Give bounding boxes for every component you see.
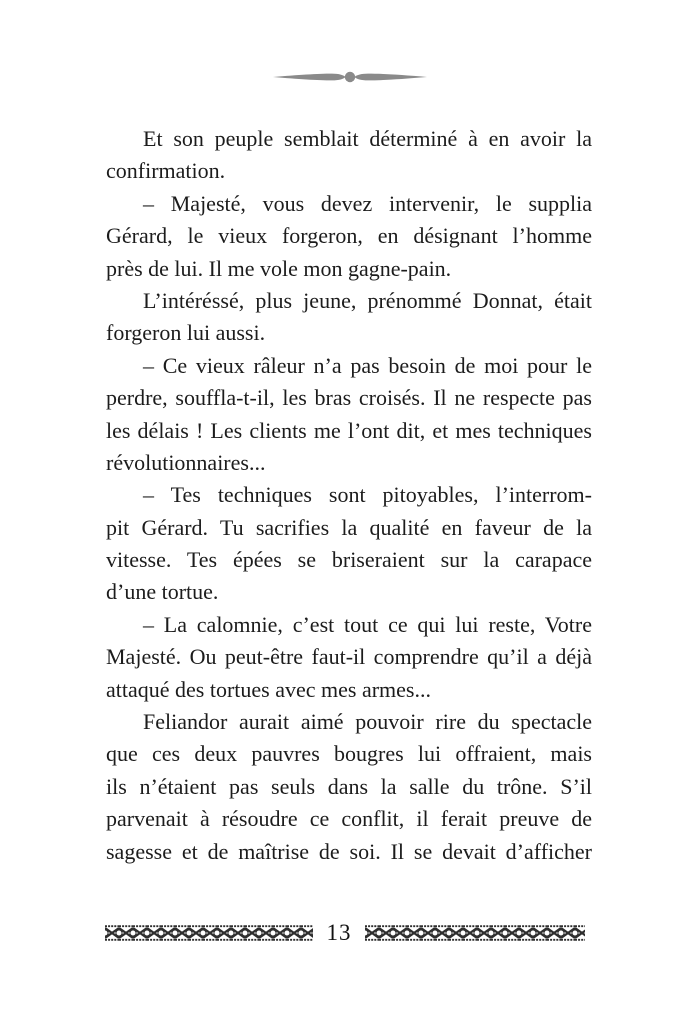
braided-band-icon [365, 925, 585, 941]
text-line: forgeron lui aussi. [106, 320, 266, 346]
text-line: confirmation. [106, 158, 226, 184]
text-line: révolutionnaires... [106, 449, 266, 475]
text-line: – Majesté, vous devez intervenir, le supplia [143, 190, 592, 216]
text-line: vitesse. Tes épées se briseraient sur la carapace [106, 547, 592, 573]
text-line: d’une tortue. [106, 579, 219, 605]
text-line: Gérard, le vieux forgeron, en désignant l’homme [106, 223, 592, 249]
text-line: près de lui. Il me vole mon gagne-pain. [106, 255, 452, 281]
body-text [106, 123, 592, 868]
text-line: pit Gérard. Tu sacrifies la qualité en faveur de la [106, 514, 592, 540]
text-line: – Ce vieux râleur n’a pas besoin de moi pour le [143, 352, 592, 378]
braided-band-icon [105, 925, 313, 941]
text-line: – La calomnie, c’est tout ce qui lui reste, Votre [143, 611, 592, 637]
text-line: Et son peuple semblait déterminé à en avoir la [143, 126, 592, 151]
page-number: 13 [326, 920, 352, 945]
text-line: L’intéréssé, plus jeune, prénommé Donnat, était [143, 287, 592, 313]
text-line: parvenait à résoudre ce conflit, il ferait preuve de [106, 806, 592, 832]
text-line: attaqué des tortues avec mes armes... [106, 676, 431, 702]
text-line: sagesse et de maîtrise de soi. Il se devait d’afficher [106, 838, 592, 864]
page-footer [105, 920, 585, 946]
text-line: ils n’étaient pas seuls dans la salle du trône. S’il [106, 773, 592, 799]
text-line: Majesté. Ou peut-être faut-il comprendre qu’il a déjà [106, 644, 592, 670]
text-line: que ces deux pauvres bougres lui offraient, mais [106, 741, 592, 767]
fleuron-divider-icon [272, 69, 428, 85]
text-line: Feliandor aurait aimé pouvoir rire du spectacle [143, 709, 592, 735]
text-line: – Tes techniques sont pitoyables, l’interrom- [143, 482, 592, 508]
text-line: perdre, souffla-t-il, les bras croisés. Il ne respecte pas [106, 385, 592, 411]
text-line: les délais ! Les clients me l’ont dit, et mes techniques [106, 417, 592, 443]
